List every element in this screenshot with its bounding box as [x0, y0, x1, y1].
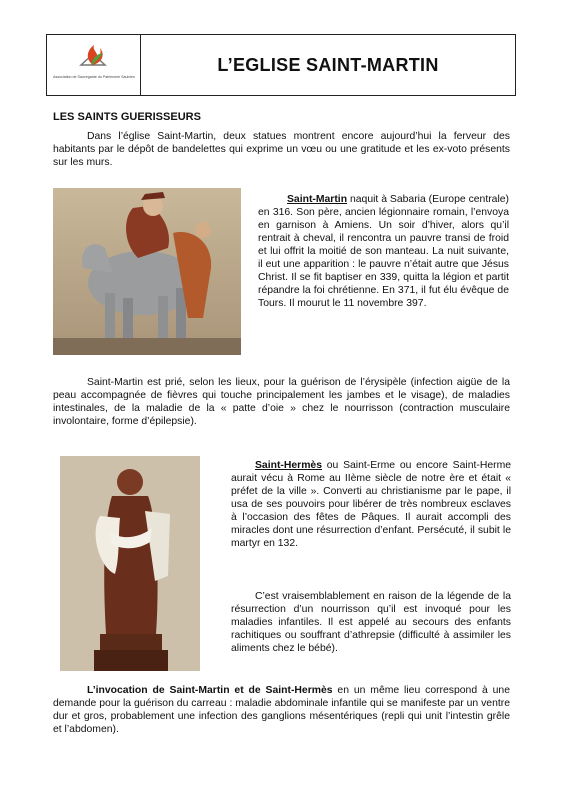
saint-hermes-name: Saint-Hermès	[255, 460, 322, 471]
saint-martin-paragraph	[258, 193, 509, 310]
invocation-paragraph	[53, 684, 510, 736]
page-header	[46, 34, 516, 96]
invocation-text: en un même lieu correspond à une demande pour la guérison du carreau : maladie abdominale infantile qui se manifeste par un ventre dur et gros, probablement une infection des ganglions mésentériques (repli qui unit l’intestin grêle et l’abdomen).	[53, 685, 510, 735]
saint-martin-name: Saint-Martin	[287, 194, 348, 205]
flame-house-logo-icon	[47, 35, 140, 75]
invocation-bold: L’invocation de Saint-Martin et de Saint-Hermès	[87, 685, 333, 696]
section-heading: LES SAINTS GUERISSEURS	[53, 111, 201, 123]
saint-martin-statue-photo	[53, 188, 241, 355]
logo-caption: Association de Sauvegarde du Patrimoine Saulxien	[53, 75, 135, 79]
saint-hermes-text: ou Saint-Erme ou encore Saint-Herme aurait vécu à Rome au IIème siècle de notre ère et était « préfet de la ville ». Converti au christianisme par le pape, il usa de ses pouvoirs pour libérer de très nombreux esclaves à l’occasion des fêtes de Pâques. Il aurait accompli des miracles dont une résurrection d’enfant. Persécuté, il subit le martyr en 132.	[231, 460, 511, 549]
saint-martin-prayer-paragraph: Saint-Martin est prié, selon les lieux, pour la guérison de l’érysipèle (infection aigüe de la peau accompagnée de fièvres qui touche principalement les jambes et le visage), de maladies intestinales, de la maladie de la « patte d’oie » chez le nourrisson (contraction musculaire involontaire, forme d’épilepsie).	[53, 377, 510, 427]
saint-hermes-legend-paragraph: C’est vraisemblablement en raison de la légende de la résurrection d’un nourrisson qu’il est invoqué pour les maladies infantiles. Il est appelé au secours des enfants rachitiques ou souffrant d’athrepsie (difficulté à assimiler les aliments chez le bébé).	[231, 591, 511, 654]
saint-hermes-paragraph	[231, 459, 511, 550]
page-title: L’EGLISE SAINT-MARTIN	[217, 54, 439, 75]
intro-paragraph: Dans l’église Saint-Martin, deux statues montrent encore aujourd’hui la ferveur des habitants par le dépôt de bandelettes qui exprime un vœu ou une gratitude et les ex-voto présents sur les murs.	[53, 131, 510, 168]
saint-martin-text: naquit à Sabaria (Europe centrale) en 316. Son père, ancien légionnaire romain, l’envoya en garnison à Amiens. Un soir d’hiver, alors qu’il rentrait à cheval, il rencontra un pauvre transi de froid et lui offrit la moitié de son manteau. La nuit suivante, il eut une apparition : le pauvre n’était autre que Jésus Christ. Il se fit baptiser en 339, quitta la légion et partit répandre la foi chrétienne. En 371, il fut élu évêque de Tours. Il mourut le 11 novembre 397.	[258, 194, 509, 309]
association-logo	[47, 35, 141, 95]
saint-hermes-statue-photo	[60, 456, 200, 671]
